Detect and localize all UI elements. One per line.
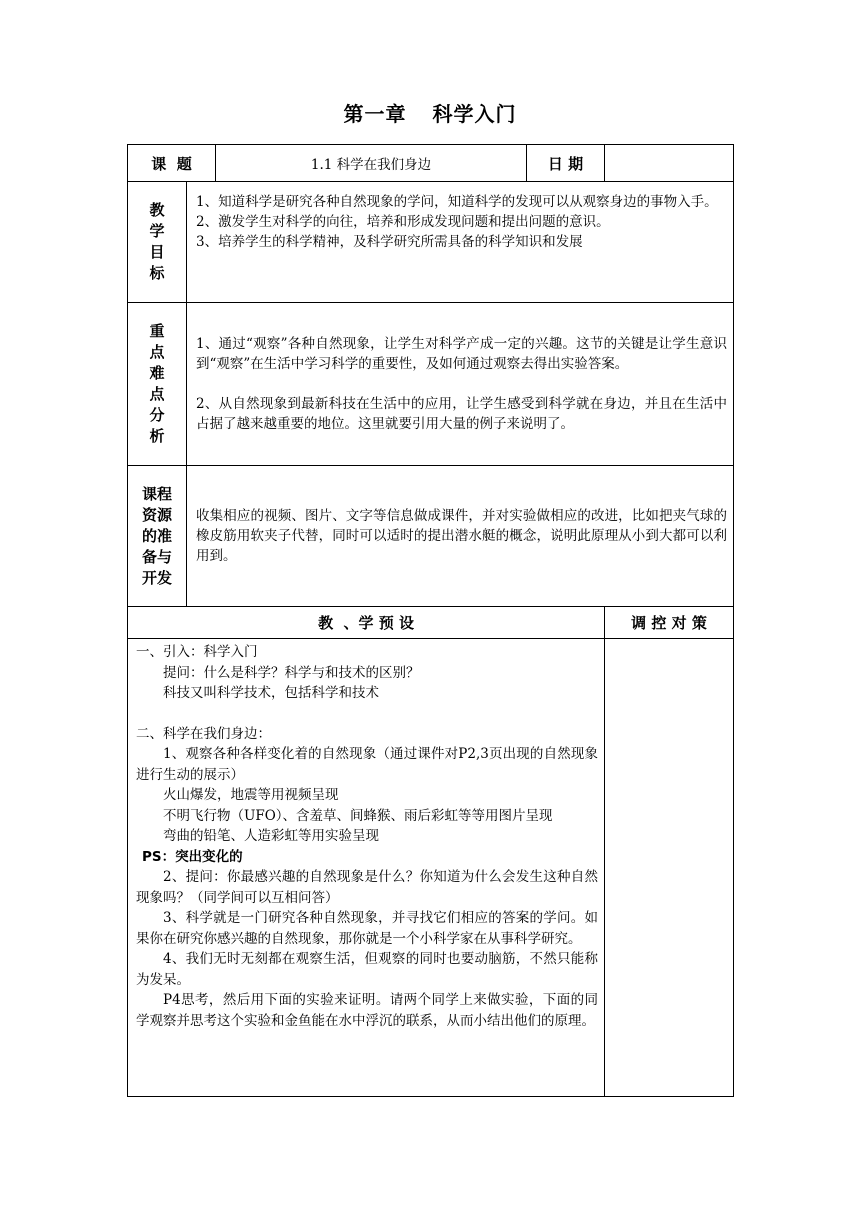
section-title: 二、科学在我们身边：	[136, 725, 271, 742]
keypoints-label: 重 点 难 点 分 析	[128, 303, 187, 466]
resources-content	[187, 466, 734, 607]
plan-header-row	[128, 607, 734, 639]
plan-header-left: 教 、学 预 设	[128, 607, 605, 639]
chapter-title: 科学入门	[432, 102, 517, 126]
plan-paragraph: 1、观察各种各样变化着的自然现象（通过课件对P2,3页出现的自然现象进行生动的展示）	[136, 746, 599, 783]
lesson-plan-table	[127, 144, 734, 1097]
keypoints-row	[128, 303, 734, 466]
goals-row	[128, 182, 734, 303]
resources-label: 课程 资源 的准 备与 开发	[128, 466, 187, 607]
topic-label: 课 题	[128, 145, 216, 182]
goals-content	[187, 182, 734, 303]
plan-paragraph: 4、我们无时无刻都在观察生活，但观察的同时也要动脑筋，不然只能称为发呆。	[136, 951, 599, 988]
plan-line: 不明飞行物（UFO）、含羞草、间蜂猴、雨后彩虹等等用图片呈现	[163, 807, 553, 824]
plan-paragraph: 2、提问：你最感兴趣的自然现象是什么？你知道为什么会发生这种自然现象吗？（同学间可以互相问答）	[136, 869, 599, 906]
chapter-number: 第一章	[343, 102, 407, 126]
goals-label: 教 学 目 标	[128, 182, 187, 303]
adjustment-strategy-cell	[605, 639, 734, 1097]
goal-item: 2、激发学生对科学的向往，培养和形成发现问题和提出问题的意识。	[196, 214, 610, 230]
keypoint-item: 1、通过“观察”各种自然现象，让学生对科学产成一定的兴趣。这节的关键是让学生意识到“观察”在生活中学习科学的重要性，及如何通过观察去得出实验答案。	[196, 336, 728, 372]
goal-item: 3、培养学生的科学精神，及科学研究所需具备的科学知识和发展	[196, 234, 583, 250]
plan-content-row	[128, 639, 734, 1097]
plan-line: 火山爆发，地震等用视频呈现	[163, 787, 339, 803]
date-value	[605, 145, 734, 182]
resources-text: 收集相应的视频、图片、文字等信息做成课件，并对实验做相应的改进，比如把夹气球的橡皮筋用软夹子代替，同时可以适时的提出潜水艇的概念，说明此原理从小到大都可以利用到。	[196, 508, 728, 564]
ps-note: PS：突出变化的	[142, 848, 243, 865]
page-title	[0, 98, 860, 127]
date-label: 日 期	[527, 145, 605, 182]
keypoints-content	[187, 303, 734, 466]
plan-line: 弯曲的铅笔、人造彩虹等用实验呈现	[163, 828, 379, 844]
plan-line: 科技又叫科学技术，包括科学和技术	[163, 685, 379, 701]
plan-paragraph: 3、科学就是一门研究各种自然现象，并寻找它们相应的答案的学问。如果你在研究你感兴趣的自然现象，那你就是一个小科学家在从事科学研究。	[136, 910, 599, 947]
section-title: 一、引入：科学入门	[136, 644, 258, 660]
plan-line: 提问：什么是科学？科学与和技术的区别？	[163, 664, 420, 681]
plan-paragraph: P4思考，然后用下面的实验来证明。请两个同学上来做实验，下面的同学观察并思考这个实验和金鱼能在水中浮沉的联系，从而小结出他们的原理。	[136, 992, 599, 1029]
topic-row	[128, 145, 734, 182]
topic-value: 1.1 科学在我们身边	[216, 145, 527, 182]
goal-item: 1、知道科学是研究各种自然现象的学问，知道科学的发现可以从观察身边的事物入手。	[196, 194, 718, 210]
keypoint-item: 2、从自然现象到最新科技在生活中的应用，让学生感受到科学就在身边，并且在生活中占据了越来越重要的地位。这里就要引用大量的例子来说明了。	[196, 396, 728, 432]
plan-header-right: 调 控 对 策	[605, 607, 734, 639]
plan-content	[128, 639, 605, 1097]
resources-row	[128, 466, 734, 607]
